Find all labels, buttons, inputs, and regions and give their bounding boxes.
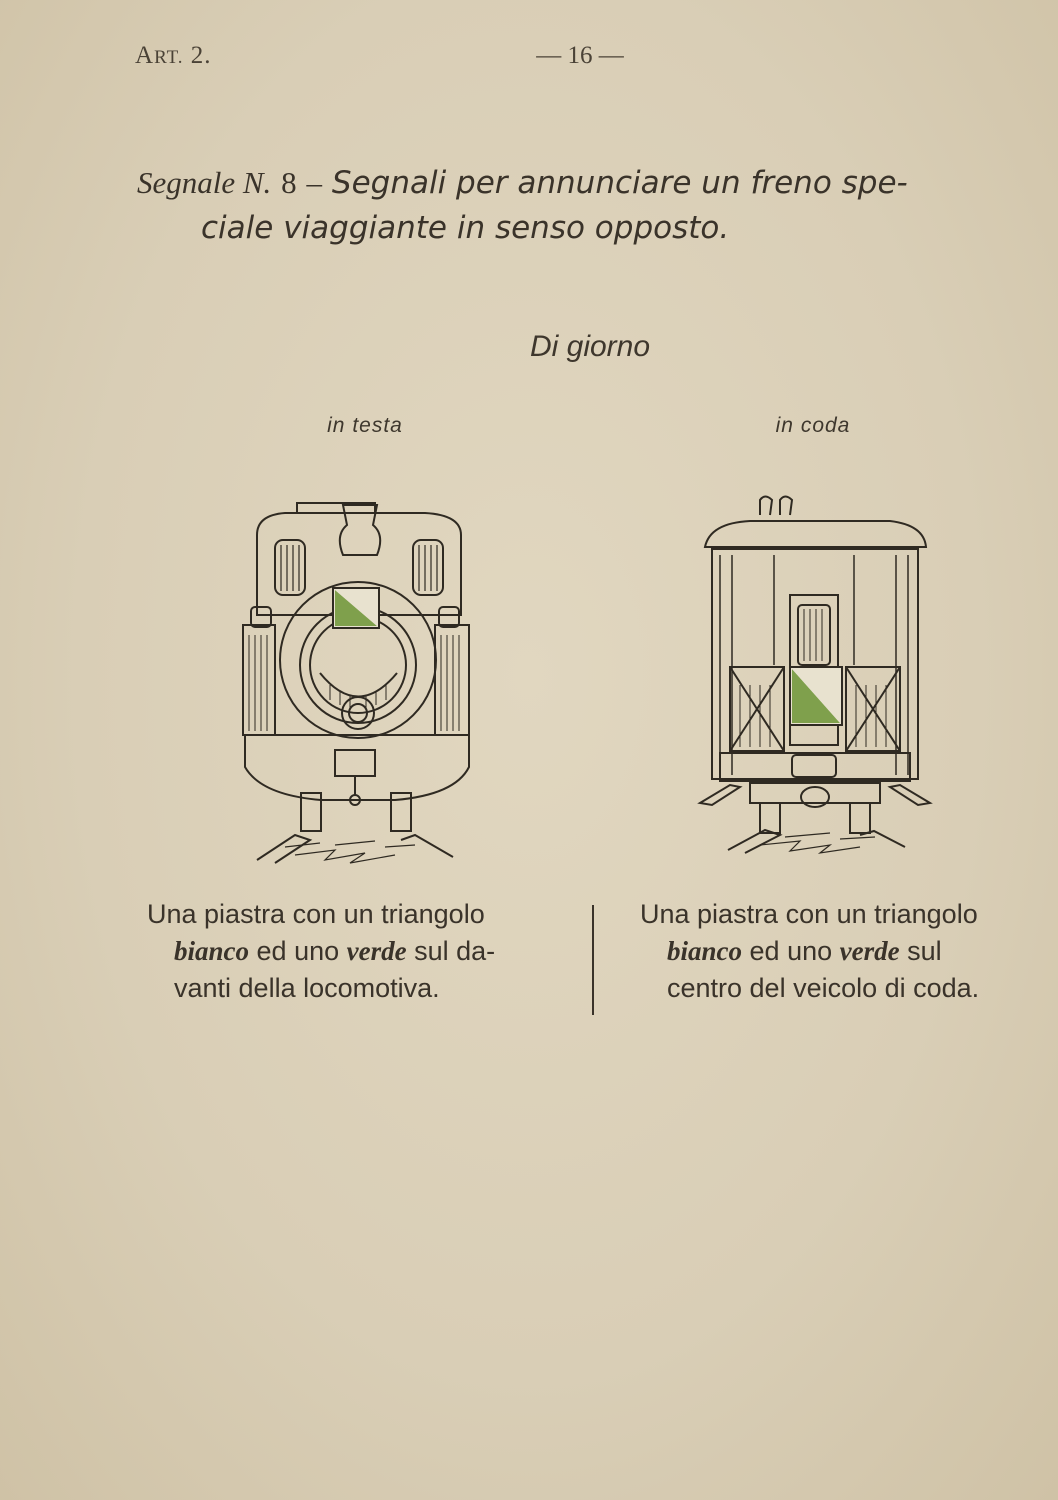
word-verde: verde — [839, 936, 900, 966]
signal-plate-carriage — [790, 667, 842, 725]
caption-left-line2 — [147, 933, 567, 970]
caption-right-line3: centro del veicolo di coda. — [667, 973, 980, 1003]
coupling-box — [335, 750, 375, 776]
word-verde: verde — [346, 936, 407, 966]
title-lead: Segnale N. — [137, 165, 272, 200]
step-left — [700, 785, 740, 805]
rail-left — [257, 835, 310, 863]
caption-right-line1: Una piastra con un triangolo — [640, 899, 978, 929]
article-word: RT. — [154, 47, 184, 68]
carriage-roof — [705, 521, 926, 547]
title-line1: Segnali per annunciare un freno spe- — [331, 165, 908, 201]
tail-coupler — [792, 755, 836, 777]
caption-right-mid: ed uno — [749, 936, 833, 966]
figure-label-left: in testa — [327, 414, 403, 437]
door-window — [798, 605, 830, 665]
figure-label-right: in coda — [775, 414, 851, 437]
wheel-left — [760, 803, 780, 833]
rail-right — [860, 831, 905, 847]
article-prefix: A — [135, 42, 155, 69]
article-heading — [135, 42, 212, 70]
step-right — [890, 785, 930, 805]
wheel-right — [850, 803, 870, 833]
article-number: 2. — [190, 42, 212, 69]
caption-right-line2 — [640, 933, 1045, 970]
title-line2: ciale viaggiante in senso opposto. — [201, 210, 730, 246]
caption-right-line2-end: sul — [907, 936, 942, 966]
page-number: — 16 — — [536, 42, 624, 69]
rail-left — [728, 830, 780, 853]
tail-carriage-illustration — [690, 485, 940, 865]
title-dash: – — [306, 165, 323, 200]
word-bianco: bianco — [174, 936, 250, 966]
buffer-beam — [245, 735, 469, 800]
caption-left-mid: ed uno — [256, 936, 340, 966]
word-bianco: bianco — [667, 936, 743, 966]
side-tank-left — [243, 625, 275, 735]
locomotive-front-illustration — [225, 495, 485, 875]
side-tank-right — [435, 625, 469, 735]
section-title — [137, 160, 1037, 251]
caption-left-line1: Una piastra con un triangolo — [147, 899, 485, 929]
subheading: Di giorno — [529, 330, 651, 363]
caption-locomotive — [147, 896, 567, 1007]
cab-window-right — [413, 540, 443, 595]
caption-carriage — [640, 896, 1045, 1007]
title-number: 8 — [281, 165, 297, 200]
signal-plate-locomotive — [333, 588, 379, 628]
caption-left-line3: vanti della locomotiva. — [174, 973, 440, 1003]
cab-window-left — [275, 540, 305, 595]
column-divider — [592, 905, 594, 1015]
caption-left-line2-end: sul da- — [414, 936, 496, 966]
